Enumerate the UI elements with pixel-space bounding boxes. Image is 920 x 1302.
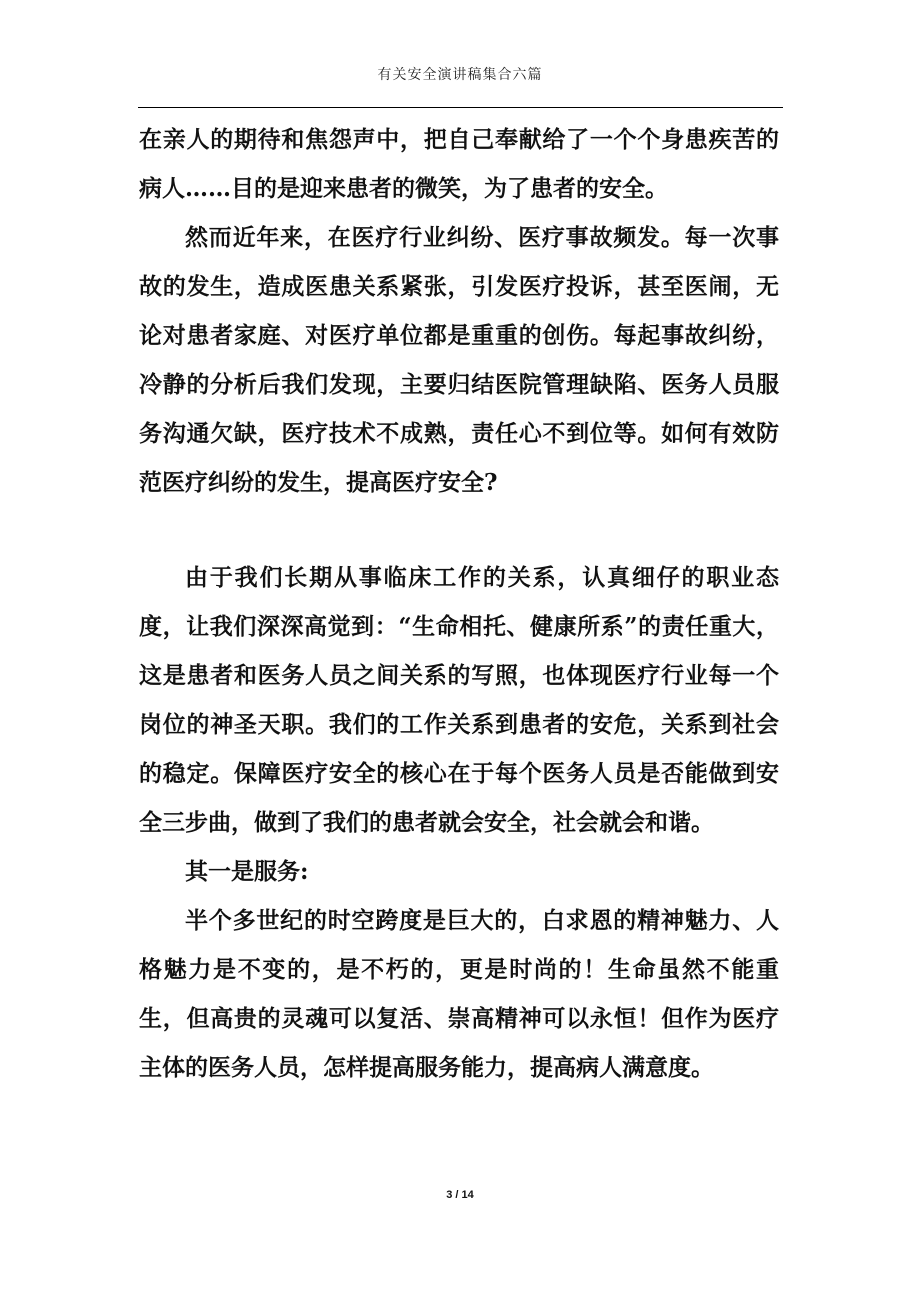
paragraph: 由于我们长期从事临床工作的关系，认真细仔的职业态度，让我们深深高觉到：“生命相托、健康所系”的责任重大，这是患者和医务人员之间关系的写照，也体现医疗行业每一个岗位的神圣天职。我们的工作关系到患者的安危，关系到社会的稳定。保障医疗安全的核心在于每个医务人员是否能做到安全三步曲，做到了我们的患者就会安全，社会就会和谐。 [139,564,779,836]
page-number: 3 / 14 [446,1189,474,1201]
text-block-1 [139,115,779,507]
paragraph-continuation: 在亲人的期待和焦怨声中，把自己奉献给了一个个身患疾苦的病人……目的是迎来患者的微笑，为了患者的安全。 [139,126,779,202]
section-heading: 其一是服务: [185,858,309,885]
paragraph: 然而近年来，在医疗行业纠纷、医疗事故频发。每一次事故的发生，造成医患关系紧张，引发医疗投诉，甚至医闹，无论对患者家庭、对医疗单位都是重重的创伤。每起事故纠纷，冷静的分析后我们发现，主要归结医院管理缺陷、医务人员服务沟通欠缺，医疗技术不成熟，责任心不到位等。如何有效防范医疗纠纷的发生，提高医疗安全? [139,224,779,496]
header-divider [138,107,783,108]
paragraph: 半个多世纪的时空跨度是巨大的，白求恩的精神魅力、人格魅力是不变的，是不朽的，更是时尚的！生命虽然不能重生，但高贵的灵魂可以复活、崇高精神可以永恒！但作为医疗主体的医务人员，怎样提高服务能力，提高病人满意度。 [139,907,779,1081]
text-block-2 [139,553,779,1092]
document-header-title: 有关安全演讲稿集合六篇 [377,67,543,83]
